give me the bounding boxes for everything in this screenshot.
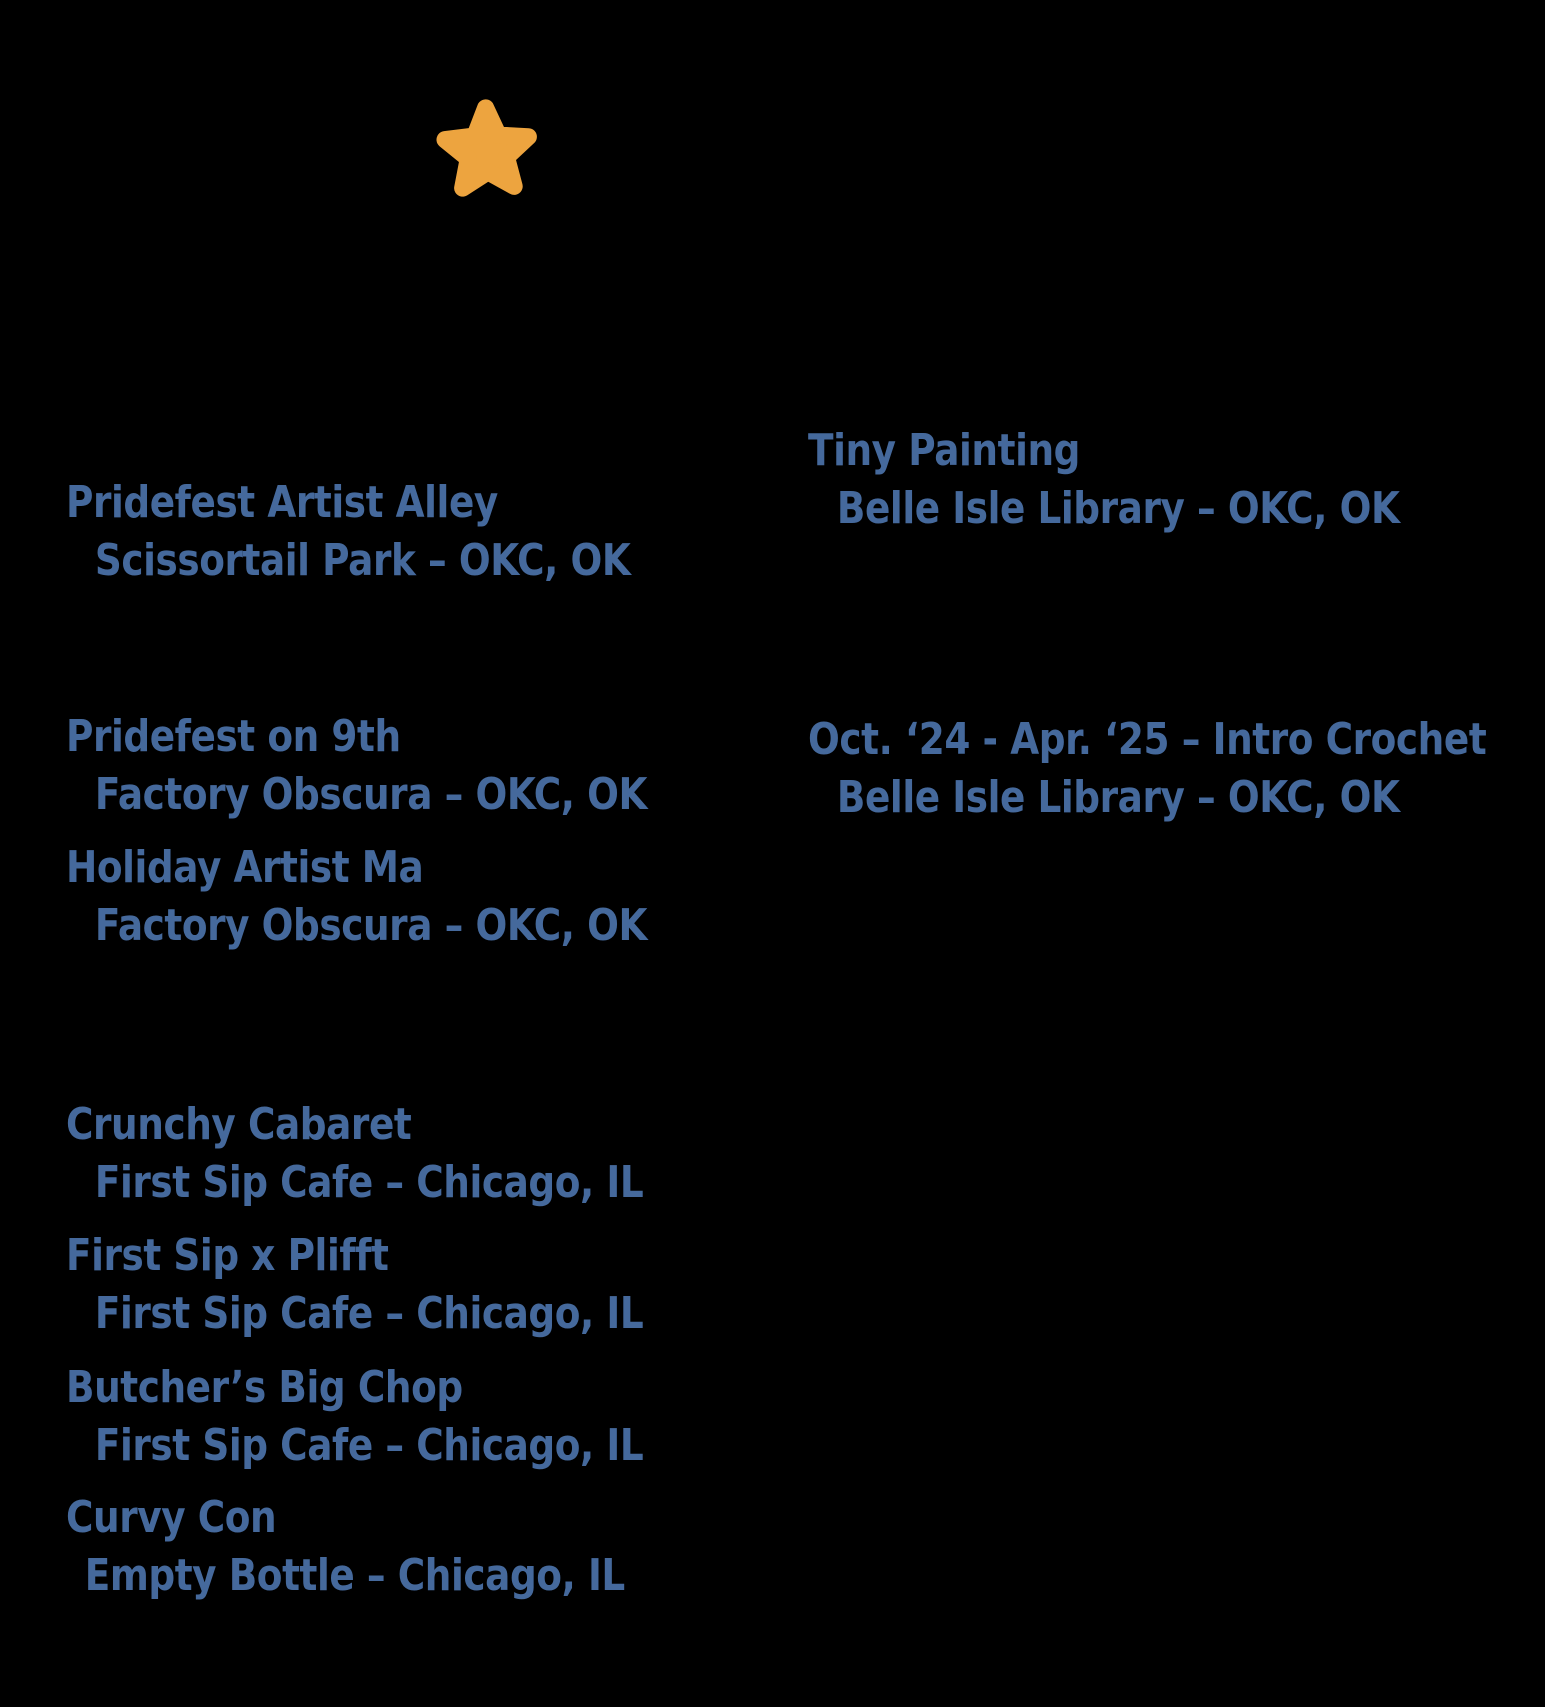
event-venue: First Sip Cafe – Chicago, IL (94, 1157, 644, 1208)
event-venue: Empty Bottle – Chicago, IL (84, 1550, 625, 1601)
event-venue: Factory Obscura – OKC, OK (94, 900, 648, 951)
event-title: Tiny Painting (808, 425, 1081, 476)
event-venue: First Sip Cafe – Chicago, IL (94, 1420, 644, 1471)
event-item (66, 1227, 643, 1343)
event-item (66, 708, 647, 824)
event-title: Oct. ‘24 - Apr. ‘25 – Intro Crochet (808, 714, 1487, 765)
event-item (66, 474, 630, 590)
event-venue: Belle Isle Library – OKC, OK (836, 483, 1400, 534)
event-item (66, 1359, 643, 1475)
star-icon (422, 84, 552, 210)
event-title: First Sip x Plifft (66, 1230, 389, 1281)
event-item (66, 1489, 625, 1605)
event-item (66, 1096, 643, 1212)
event-venue: First Sip Cafe – Chicago, IL (94, 1288, 644, 1339)
event-title: Butcher’s Big Chop (66, 1362, 463, 1413)
event-item (66, 839, 647, 955)
event-venue: Belle Isle Library – OKC, OK (836, 772, 1400, 823)
event-venue: Factory Obscura – OKC, OK (94, 769, 648, 820)
event-title: Pridefest Artist Alley (66, 477, 498, 528)
event-title: Curvy Con (66, 1492, 277, 1543)
event-item (808, 422, 1400, 538)
event-venue: Scissortail Park – OKC, OK (94, 535, 631, 586)
event-title: Pridefest on 9th (66, 711, 401, 762)
event-item (808, 711, 1486, 827)
event-title: Holiday Artist Ma (66, 842, 424, 893)
event-title: Crunchy Cabaret (66, 1099, 412, 1150)
